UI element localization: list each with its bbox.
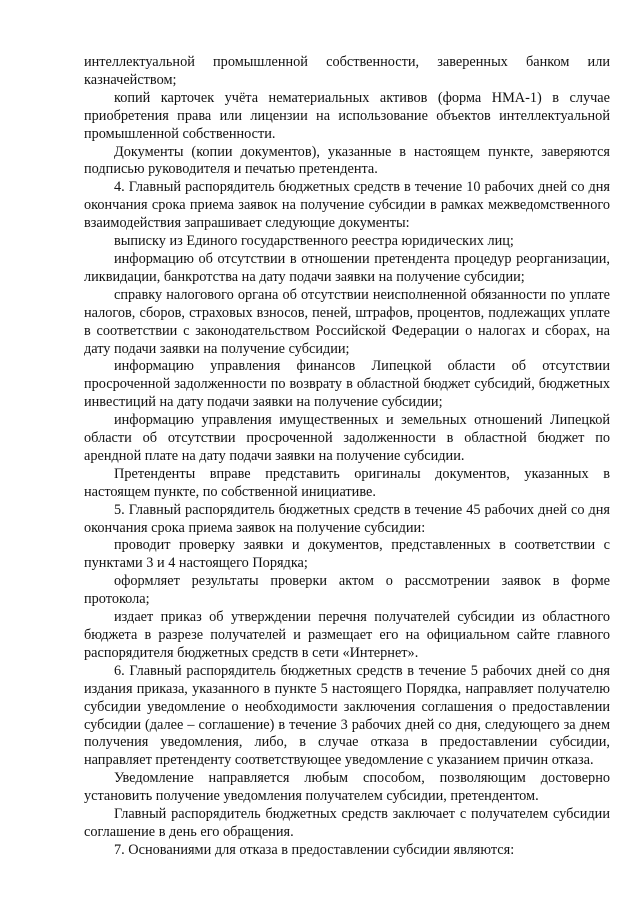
paragraph-order: издает приказ об утверждении перечня получателей субсидии из областного бюджета в разрезе получателей и размещает его на официальном сайте главного распорядителя бюджетных средств в сети «Интернет». [84, 609, 610, 661]
paragraph-originals: Претенденты вправе представить оригиналы документов, указанных в настоящем пункте, по собственной инициативе. [84, 465, 610, 500]
paragraph-property-info: информацию управления имущественных и земельных отношений Липецкой области об отсутствии просроченной задолженности в областной бюджет по арендной плате на дату подачи заявки на получение субсидии. [84, 412, 610, 464]
paragraph-continuation: интеллектуальной промышленной собственности, заверенных банком или казначейством; [84, 54, 610, 88]
document-page [84, 54, 610, 860]
paragraph-item-4: 4. Главный распорядитель бюджетных средств в течение 10 рабочих дней со дня окончания срока приема заявок на получение субсидии в рамках межведомственного взаимодействия запрашивает следующие документы: [84, 179, 610, 232]
paragraph-agreement: Главный распорядитель бюджетных средств заключает с получателем субсидии соглашение в день его обращения. [84, 806, 610, 840]
paragraph-registry-extract: выписку из Единого государственного реестра юридических лиц; [114, 233, 514, 250]
paragraph-protocol: оформляет результаты проверки актом о рассмотрении заявок в форме протокола; [84, 573, 610, 608]
paragraph-item-6: 6. Главный распорядитель бюджетных средств в течение 5 рабочих дней со дня издания приказа, указанного в пункте 5 настоящего Порядка, направляет получателю субсидии уведомление о необходимости заключения соглашения о предоставлении субсидии (далее – соглашение) в течение 3 рабочих дней со дня, следующего за днем получения уведомления, либо, в случае отказа в предоставлении субсидии, направляет претенденту соответствующее уведомление с указанием причин отказа. [84, 662, 610, 769]
paragraph-item-5: 5. Главный распорядитель бюджетных средств в течение 45 рабочих дней со дня окончания срока приема заявок на получение субсидии: [84, 501, 610, 536]
paragraph-check-application: проводит проверку заявки и документов, представленных в соответствии с пунктами 3 и 4 настоящего Порядка; [84, 537, 610, 572]
paragraph-reorganization-info: информацию об отсутствии в отношении претендента процедур реорганизации, ликвидации, банкротства на дату подачи заявки на получение субсидии; [84, 250, 610, 285]
paragraph-nma-cards: копий карточек учёта нематериальных активов (форма НМА-1) в случае приобретения права или лицензии на использование объектов интеллектуальной промышленной собственности. [84, 89, 610, 142]
paragraph-notification: Уведомление направляется любым способом, позволяющим достоверно установить получение уведомления получателем субсидии, претендентом. [84, 770, 610, 805]
paragraph-item-7: 7. Основаниями для отказа в предоставлении субсидии являются: [114, 841, 515, 858]
paragraph-finance-info: информацию управления финансов Липецкой области об отсутствии просроченной задолженности по возврату в областной бюджет субсидий, бюджетных инвестиций на дату подачи заявки на получение субсидии; [84, 358, 610, 411]
paragraph-tax-certificate: справку налогового органа об отсутствии неисполненной обязанности по уплате налогов, сборов, страховых взносов, пеней, штрафов, процентов, подлежащих уплате в соответствии с законодательством Российской Федерации о налогах и сборах, на дату подачи заявки на получение субсидии; [84, 286, 610, 357]
paragraph-document-certification: Документы (копии документов), указанные в настоящем пункте, заверяются подписью руководителя и печатью претендента. [84, 143, 610, 178]
